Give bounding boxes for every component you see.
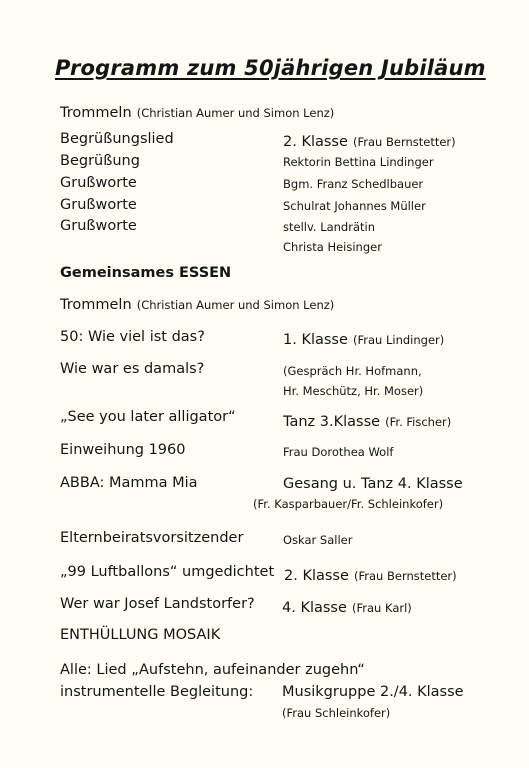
section-heading: ENTHÜLLUNG MOSAIK [60,627,221,643]
item-title: „See you later alligator“ [60,409,236,425]
item-note: (Christian Aumer und Simon Lenz) [136,106,335,120]
item-performer-note: stellv. Landrätin [283,220,375,234]
item-performer-main: Gesang u. Tanz 4. Klasse [283,476,463,492]
item-title: Begrüßung [60,153,140,169]
item-title: Elternbeiratsvorsitzender [60,530,244,546]
item-performer-main: Tanz 3.Klasse [283,414,381,430]
item-performer-main: 4. Klasse [282,600,347,616]
item-performer-note: (Frau Schleinkofer) [282,706,391,720]
item-performer-note: (Gespräch Hr. Hofmann, [283,364,422,378]
item-performer [283,131,456,150]
item-title: Grußworte [60,197,137,213]
item-performer-note: (Frau Bernstetter) [354,569,457,583]
item-performer-note: (Frau Bernstetter) [353,135,456,149]
item-title: Grußworte [60,218,137,234]
item-title: 50: Wie viel ist das? [60,329,205,345]
item-performer-note: Oskar Saller [283,533,353,547]
item-performer [284,565,457,584]
item-title: „99 Luftballons“ umgedichtet [60,564,275,580]
item-performer-main: 2. Klasse [283,134,348,150]
item-performer-note: Rektorin Bettina Lindinger [283,155,434,169]
item-performer-note: (Frau Lindinger) [353,333,445,347]
item-performer [283,411,451,430]
item-title: Trommeln [60,105,132,121]
item-title: Wie war es damals? [60,361,205,377]
item-performer-note: Hr. Meschütz, Hr. Moser) [283,384,424,398]
item-title: Alle: Lied „Aufstehn, aufeinander zugehn“ [60,662,365,678]
item-title: Trommeln [60,297,132,313]
item-performer-note: Schulrat Johannes Müller [283,199,426,213]
item-performer [283,329,444,348]
item-performer-note: Christa Heisinger [283,240,382,254]
item-performer-note: (Frau Karl) [352,601,412,615]
section-heading: Gemeinsames ESSEN [60,265,232,281]
item-title: Einweihung 1960 [60,442,186,458]
program-item [60,102,334,121]
item-performer [282,597,412,616]
item-performer-note: (Fr. Kasparbauer/Fr. Schleinkofer) [253,497,444,511]
page-title: Programm zum 50jährigen Jubiläum [55,56,486,80]
program-item [60,294,334,313]
item-title: Begrüßungslied [60,131,174,147]
item-title: Grußworte [60,175,137,191]
item-title: Wer war Josef Landstorfer? [60,596,255,612]
item-performer-main: 2. Klasse [284,568,349,584]
item-performer-note: Bgm. Franz Schedlbauer [283,177,424,191]
item-performer-main: 1. Klasse [283,332,348,348]
item-performer-note: Frau Dorothea Wolf [283,445,394,459]
item-note: (Christian Aumer und Simon Lenz) [136,298,335,312]
item-title: instrumentelle Begleitung: [60,684,254,700]
item-performer-main: Musikgruppe 2./4. Klasse [282,684,464,700]
item-title: ABBA: Mamma Mia [60,475,198,491]
item-performer-note: (Fr. Fischer) [385,415,452,429]
